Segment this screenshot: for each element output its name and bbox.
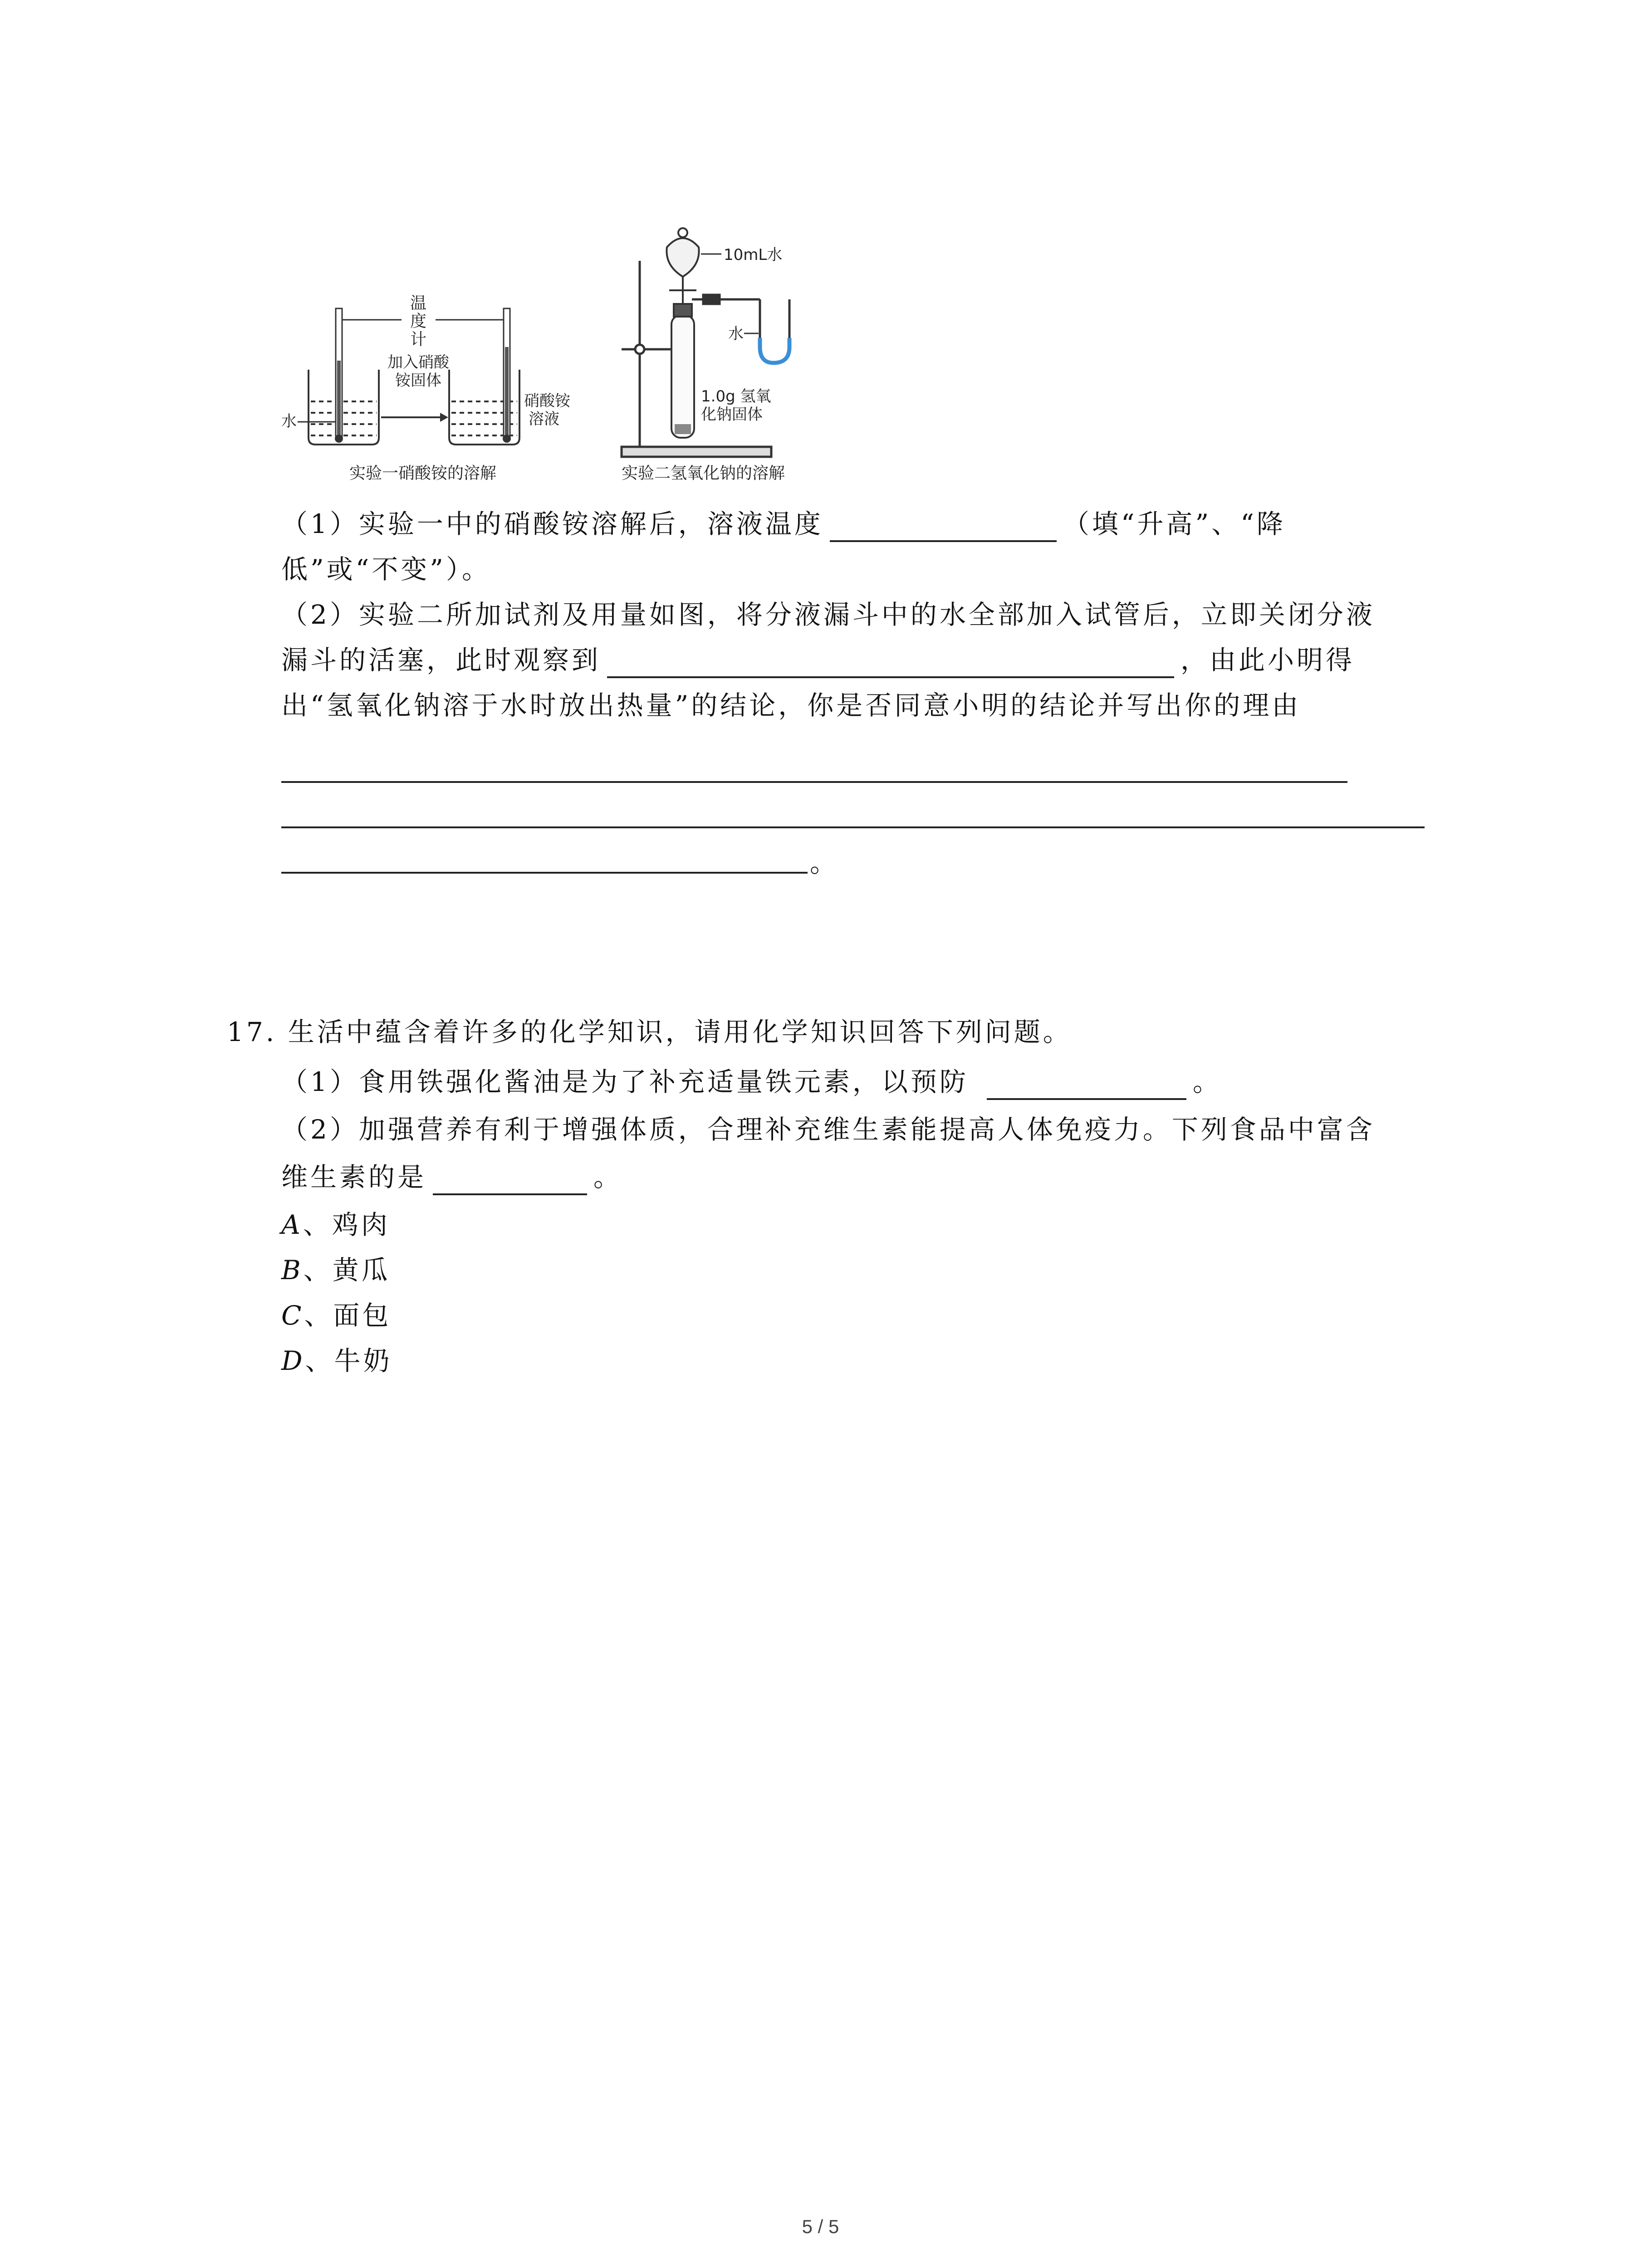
q17-stem-text: 生活中蕴含着许多的化学知识，请用化学知识回答下列问题。	[288, 1017, 1072, 1047]
separatory-funnel	[666, 228, 699, 318]
q17-stem	[227, 1014, 1072, 1050]
q17-option-d[interactable]: D、牛奶	[281, 1345, 392, 1376]
q16-reason-line-3[interactable]	[281, 872, 808, 874]
q17-option-b[interactable]: B、黄瓜	[281, 1255, 391, 1286]
q17-option-c[interactable]: C、面包	[281, 1300, 392, 1331]
utube-water-label: 水	[728, 325, 744, 343]
q16-reason-line-1[interactable]	[281, 781, 1347, 783]
arrow-label-2: 铵固体	[395, 371, 441, 390]
q16-part2-line3: 出“氢氧化钠溶于水时放出热量”的结论，你是否同意小明的结论并写出你的理由	[281, 690, 1301, 721]
water-label: 水	[281, 412, 297, 430]
thermometer-left	[335, 308, 343, 443]
q17-part2-line2: 维生素的是 。	[281, 1159, 622, 1195]
exp2-caption: 实验二氢氧化钠的溶解	[622, 464, 785, 483]
q16-part2-line1: （2）实验二所加试剂及用量如图，将分液漏斗中的水全部加入试管后，立即关闭分液	[281, 599, 1375, 630]
q17-number: 17.	[227, 1017, 277, 1047]
q16-reason-line-2[interactable]	[281, 826, 1425, 828]
q17-option-a[interactable]: A、鸡肉	[281, 1209, 390, 1240]
q16-answer-blank-2[interactable]	[607, 648, 1174, 678]
u-tube	[760, 299, 789, 363]
connecting-tube	[692, 295, 760, 304]
q17-answer-blank-1[interactable]	[987, 1070, 1186, 1100]
q16-part1-line2: 低”或“不变”）。	[281, 554, 491, 585]
funnel-label: 10mL水	[724, 246, 783, 264]
q16-part2-line2: 漏斗的活塞，此时观察到 ，由此小明得	[281, 642, 1355, 678]
q16-end-mark: 。	[810, 847, 839, 878]
result-label-2: 溶液	[529, 410, 559, 428]
thermometer-label-3: 计	[410, 330, 427, 349]
thermometer-label-1: 温	[410, 294, 427, 313]
solid-label-2: 化钠固体	[701, 406, 763, 424]
arrow-icon	[381, 413, 448, 422]
q17-part2-line1: （2）加强营养有利于增强体质，合理补充维生素能提高人体免疫力。下列食品中富含	[281, 1114, 1375, 1145]
result-label-1: 硝酸铵	[524, 392, 570, 410]
experiment-diagram	[268, 211, 848, 492]
q17-part1: （1）食用铁强化酱油是为了补充适量铁元素，以预防 。	[281, 1064, 1222, 1100]
thermometer-right	[503, 308, 511, 443]
page-number: 5 / 5	[802, 2216, 839, 2237]
thermometer-label-2: 度	[410, 312, 427, 331]
experiment-figure	[268, 211, 848, 492]
arrow-label-1: 加入硝酸	[387, 353, 449, 371]
q16-part1-line1: （1）实验一中的硝酸铵溶解后，溶液温度 （填“升高”、“降	[281, 506, 1286, 542]
test-tube	[671, 315, 694, 438]
beaker-left	[309, 370, 379, 445]
exp1-caption: 实验一硝酸铵的溶解	[349, 464, 497, 483]
solid-label-1: 1.0g 氢氧	[701, 387, 771, 406]
q16-answer-blank-1[interactable]	[830, 512, 1057, 542]
q17-answer-blank-2[interactable]	[433, 1165, 587, 1195]
